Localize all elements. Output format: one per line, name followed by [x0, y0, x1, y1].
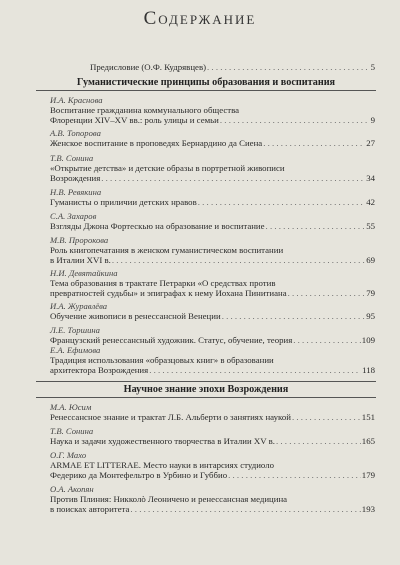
- leader-dots: [292, 412, 361, 422]
- preface-line: [90, 62, 375, 72]
- page-number: 109: [361, 335, 375, 345]
- entry-title-line: Роль книгопечатания в женском гуманистическом воспитании: [50, 245, 284, 255]
- leader-dots: [228, 470, 361, 480]
- section-rule: [36, 381, 376, 382]
- page-number: 95: [366, 311, 375, 321]
- page-number: 42: [366, 197, 375, 207]
- entry-last-line: [50, 335, 375, 345]
- page-number: 9: [370, 115, 375, 125]
- page-number: 118: [362, 365, 375, 375]
- entry-author: А.В. Топорова: [50, 128, 101, 138]
- leader-dots: [149, 365, 361, 375]
- entry-title: Возрождения: [50, 173, 101, 183]
- entry-title: Ренессансное знание и трактат Л.Б. Альберти о занятиях наукой: [50, 412, 291, 422]
- entry-author: О.А. Акопян: [50, 484, 94, 494]
- page-number: 179: [361, 470, 375, 480]
- entry-author: Н.И. Девятайкина: [50, 268, 118, 278]
- entry-last-line: [50, 365, 375, 375]
- leader-dots: [112, 255, 365, 265]
- leader-dots: [220, 115, 370, 125]
- entry-title: Флоренции XIV–XV вв.: роль улицы и семьи: [50, 115, 219, 125]
- entry-title: в поисках авторитета: [50, 504, 130, 514]
- entry-author: И.А. Краснова: [50, 95, 103, 105]
- page-number: 34: [366, 173, 375, 183]
- entry-title-line: Традиция использования «образцовых книг» в образовании: [50, 355, 274, 365]
- section-heading-1: Гуманистические принципы образования и воспитания: [76, 77, 336, 88]
- entry-last-line: [50, 504, 375, 514]
- entry-last-line: [50, 311, 375, 321]
- entry-title: Обучение живописи в ренессансной Венеции: [50, 311, 221, 321]
- entry-last-line: [50, 436, 375, 446]
- entry-title: Федерико да Монтефельтро в Урбино и Губбио: [50, 470, 228, 480]
- section-heading-2: Научное знание эпохи Возрождения: [123, 384, 289, 395]
- entry-title-line: «Открытие детства» и детские образы в портретной живописи: [50, 163, 285, 173]
- entry-author: И.А. Журавлёва: [50, 301, 108, 311]
- entry-author: Н.В. Ревякина: [50, 187, 102, 197]
- entry-title-line: ARMAE ET LITTERAE. Место науки в интарсиях студиоло: [50, 460, 274, 470]
- entry-last-line: [50, 221, 375, 231]
- leader-dots: [263, 138, 365, 148]
- leader-dots: [222, 311, 366, 321]
- entry-last-line: [50, 412, 375, 422]
- entry-author: С.А. Захаров: [50, 211, 97, 221]
- entry-title: в Италии XVI в.: [50, 255, 111, 265]
- entry-title-line: Воспитание гражданина коммунального общества: [50, 105, 240, 115]
- page-number: 55: [366, 221, 375, 231]
- leader-dots: [207, 62, 370, 72]
- entry-author: Т.В. Сонина: [50, 426, 94, 436]
- entry-title: Женское воспитание в проповедях Бернардино да Сиена: [50, 138, 263, 148]
- entry-last-line: [50, 197, 375, 207]
- entry-last-line: [50, 255, 375, 265]
- entry-author: О.Г. Махо: [50, 450, 87, 460]
- page-number: 27: [366, 138, 375, 148]
- leader-dots: [276, 436, 361, 446]
- entry-author: Т.В. Сонина: [50, 153, 94, 163]
- leader-dots: [288, 288, 366, 298]
- entry-title-line: Против Плиния: Никколò Леоничено и ренессансная медицина: [50, 494, 288, 504]
- leader-dots: [293, 335, 361, 345]
- entry-author: М.А. Юсим: [50, 402, 92, 412]
- leader-dots: [266, 221, 366, 231]
- entry-title: Гуманисты о приличии детских нравов: [50, 197, 197, 207]
- entry-last-line: [50, 470, 375, 480]
- entry-title: Французский ренессансный художник. Статус, обучение, теория: [50, 335, 293, 345]
- entry-title-line: Тема образования в трактате Петрарки «О средствах против: [50, 278, 276, 288]
- leader-dots: [198, 197, 365, 207]
- entry-title: превратностей судьбы» и эпиграфах к нему Иохана Пинитиана: [50, 288, 287, 298]
- leader-dots: [101, 173, 365, 183]
- entry-author: М.В. Пророкова: [50, 235, 109, 245]
- entry-title: Взгляды Джона Фортескью на образование и воспитание: [50, 221, 265, 231]
- page-number: 69: [366, 255, 375, 265]
- page-title: Содержание: [143, 8, 257, 29]
- entry-author: Л.Е. Торшина: [50, 325, 100, 335]
- section-rule: [36, 90, 376, 91]
- page-number: 193: [361, 504, 375, 514]
- entry-title: архитектора Возрождения: [50, 365, 149, 375]
- entry-last-line: [50, 115, 375, 125]
- page-number: 5: [370, 62, 375, 72]
- entry-last-line: [50, 173, 375, 183]
- entry-last-line: [50, 288, 375, 298]
- entry-title: Наука и задачи художественного творчества в Италии XV в.: [50, 436, 275, 446]
- leader-dots: [130, 504, 360, 514]
- page-number: 165: [361, 436, 375, 446]
- page-number: 79: [366, 288, 375, 298]
- entry-author: Е.А. Ефимова: [50, 345, 101, 355]
- entry-last-line: [50, 138, 375, 148]
- section-rule: [36, 397, 376, 398]
- preface-text: Предисловие (О.Ф. Кудрявцев): [90, 62, 207, 72]
- page-number: 151: [361, 412, 375, 422]
